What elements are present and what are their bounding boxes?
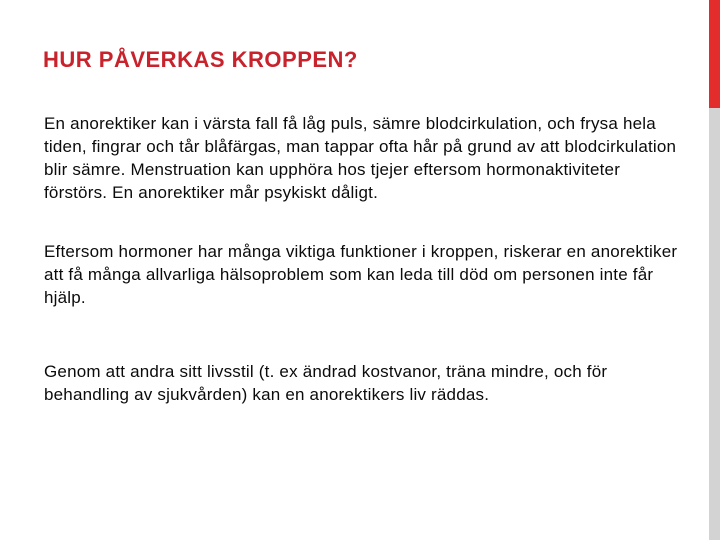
accent-bar-red (709, 0, 720, 108)
body-paragraph-2: Eftersom hormoner har många viktiga funktioner i kroppen, riskerar en anorektiker att få många allvarliga hälsoproblem som kan leda till död om personen inte får hjälp. (44, 242, 678, 307)
slide-title: HUR PÅVERKAS KROPPEN? (43, 47, 358, 72)
accent-bar-gray (709, 108, 720, 540)
body-paragraph-3: Genom att andra sitt livsstil (t. ex ändrad kostvanor, träna mindre, och för behandling av sjukvården) kan en anorektikers liv räddas. (44, 362, 608, 404)
body-paragraph-1: En anorektiker kan i värsta fall få låg puls, sämre blodcirkulation, och frysa hela tiden, fingrar och tår blåfärgas, man tappar ofta hår på grund av att blodcirkulation blir sämre. Menstruation kan upphöra hos tjejer eftersom hormonaktiviteter förstörs. En anorektiker mår psykiskt dåligt. (44, 114, 677, 202)
